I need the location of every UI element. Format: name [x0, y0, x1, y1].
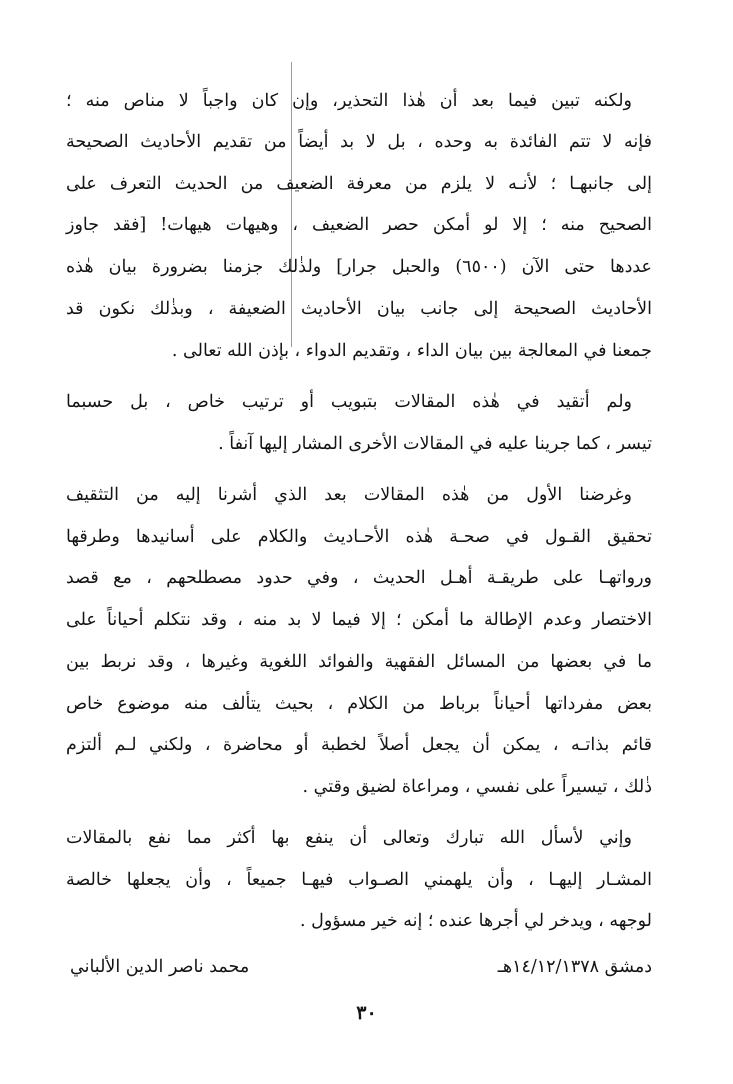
paragraph-3-line-3: ورواتهـا على طريقـة أهـل الحديث ، وفي حدود مصطلحهم ، مع قصد	[66, 568, 652, 588]
paragraph-3-line-6: بعض مفرداتها أحياناً برباط من الكلام ، بحيث يتألف منه موضوع خاص	[66, 694, 652, 714]
paragraph-2-line-1: ولم أتقيد في هٰذه المقالات بتبويب أو ترتيب خاص ، بل حسبما	[66, 392, 632, 412]
paragraph-1-line-2: فإنه لا تتم الفائدة به وحده ، بل لا بد أيضاً من تقديم الأحاديث الصحيحة	[66, 132, 652, 152]
paragraph-1-line-5: عددها حتى الآن (٦٥٠٠) والحبل جرار] ولذٰلك جزمنا بضرورة بيان هٰذه	[66, 257, 652, 277]
paragraph-1-line-6: الأحاديث الصحيحة إلى جانب بيان الأحاديث الضعيفة ، وبذٰلك نكون قد	[66, 299, 652, 319]
signature-place-date: دمشق ١٤/١٢/١٣٧٨هـ	[497, 957, 652, 977]
paragraph-1-line-3: إلى جانبهـا ؛ لأنـه لا يلزم من معرفة الضعيف من الحديث التعرف على	[66, 174, 652, 194]
paragraph-3-line-7: قائم بذاتـه ، يمكن أن يجعل أصلاً لخطبة أو محاضرة ، ولكني لـم ألتزم	[66, 735, 652, 755]
paragraph-2-line-2: تيسر ، كما جرينا عليه في المقالات الأخرى المشار إليها آنفاً .	[218, 434, 652, 454]
paragraph-4-line-3: لوجهه ، ويدخر لي أجرها عنده ؛ إنه خير مسؤول .	[300, 911, 652, 931]
paragraph-1-line-7: جمعنا في المعالجة بين بيان الداء ، وتقديم الدواء ، بإذن الله تعالى .	[171, 341, 652, 361]
signature-block	[66, 950, 652, 984]
paragraph-4-line-1: وإني لأسأل الله تبارك وتعالى أن ينفع بها أكثر مما نفع بالمقالات	[66, 828, 632, 848]
paragraph-1-line-1: ولكنه تبين فيما بعد أن هٰذا التحذير، وإن كان واجباً لا مناص منه ؛	[66, 91, 632, 111]
paragraph-3-line-1: وغرضنا الأول من هٰذه المقالات بعد الذي أشرنا إليه من التثقيف	[66, 485, 632, 505]
page-number: ٣٠	[356, 1002, 377, 1024]
paragraph-3-line-5: ما في بعضها من المسائل الفقهية والفوائد اللغوية وغيرها ، وقد نربط بين	[66, 652, 652, 672]
paragraph-3-line-4: الاختصار وعدم الإطالة ما أمكن ؛ إلا فيما لا بد منه ، وقد نتكلم أحياناً على	[66, 610, 652, 630]
paragraph-3-line-2: تحقيق القـول في صحـة هٰذه الأحـاديث والكلام على أسانيدها وطرقها	[66, 527, 652, 547]
paragraph-3-line-8: ذٰلك ، تيسيراً على نفسي ، ومراعاة لضيق وقتي .	[302, 777, 652, 797]
signature-author: محمد ناصر الدين الألباني	[70, 957, 250, 977]
paragraph-1-line-4: الصحيح منه ؛ إلا لو أمكن حصر الضعيف ، وهيهات هيهات! [فقد جاوز	[66, 215, 652, 235]
paragraph-4-line-2: المشـار إليهـا ، وأن يلهمني الصـواب فيهـا جميعاً ، وأن يجعلها خالصة	[66, 870, 652, 890]
